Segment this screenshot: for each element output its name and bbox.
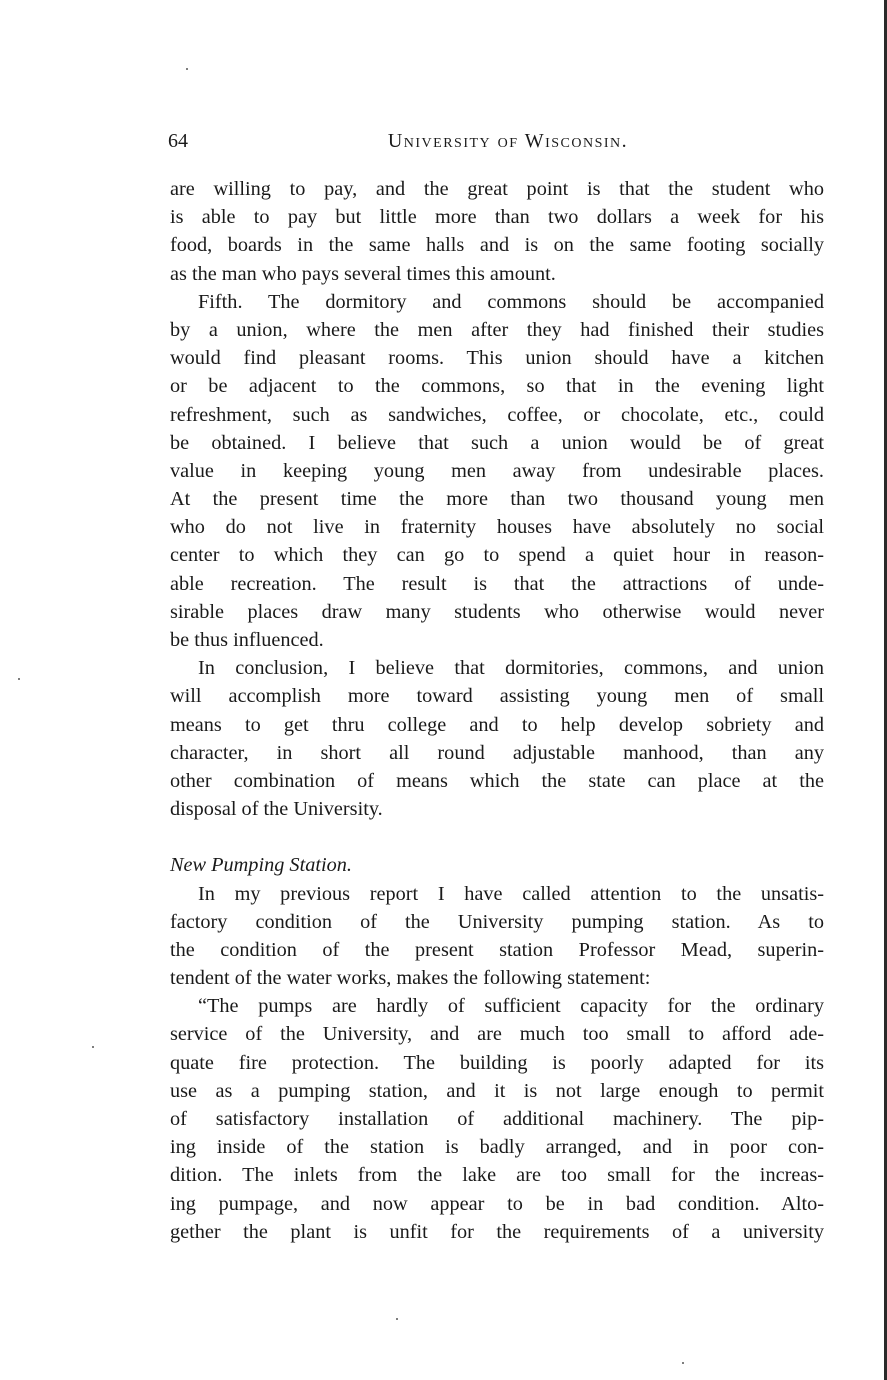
- paragraph: [170, 992, 824, 1246]
- text-line: ing inside of the station is badly arranged, and in poor con-: [170, 1136, 824, 1159]
- text-line: “The pumps are hardly of sufficient capacity for the ordinary: [198, 995, 824, 1018]
- text-line: sirable places draw many students who otherwise would never: [170, 600, 824, 623]
- text-line: center to which they can go to spend a quiet hour in reason-: [170, 544, 824, 567]
- text-line: quate fire protection. The building is poorly adapted for its: [170, 1051, 824, 1074]
- running-title: University of Wisconsin.: [387, 130, 629, 152]
- text-line: is able to pay but little more than two dollars a week for his: [170, 206, 824, 229]
- text-line: other combination of means which the state can place at the: [170, 769, 824, 792]
- text-line: able recreation. The result is that the attractions of unde-: [170, 572, 824, 595]
- text-line: use as a pumping station, and it is not large enough to permit: [170, 1079, 824, 1102]
- page-number: 64: [168, 130, 188, 152]
- text-line: refreshment, such as sandwiches, coffee, or chocolate, etc., could: [170, 403, 824, 426]
- scan-speck: [92, 1046, 94, 1048]
- text-line: At the present time the more than two thousand young men: [170, 488, 824, 511]
- text-line: factory condition of the University pumping station. As to: [170, 910, 824, 933]
- paragraph: [170, 880, 824, 993]
- text-line: gether the plant is unfit for the requirements of a university: [170, 1220, 824, 1243]
- text-line: food, boards in the same halls and is on the same footing socially: [170, 234, 824, 257]
- text-line: ing pumpage, and now appear to be in bad condition. Alto-: [170, 1192, 824, 1215]
- text-line: of satisfactory installation of additional machinery. The pip-: [170, 1108, 824, 1130]
- paragraph: [170, 654, 824, 823]
- scan-speck: [186, 68, 188, 70]
- text-line: In conclusion, I believe that dormitories, commons, and union: [198, 657, 824, 680]
- paragraph: [170, 288, 824, 654]
- text-line: be obtained. I believe that such a union would be of great: [170, 431, 824, 454]
- text-line: who do not live in fraternity houses have absolutely no social: [170, 516, 824, 539]
- text-line: means to get thru college and to help develop sobriety and: [170, 713, 824, 736]
- text-line: will accomplish more toward assisting young men of small: [170, 685, 824, 708]
- scan-speck: [396, 1318, 398, 1320]
- text-line: disposal of the University.: [170, 798, 383, 821]
- text-line: value in keeping young men away from undesirable places.: [170, 459, 824, 482]
- scan-speck: [682, 1362, 684, 1364]
- text-line: are willing to pay, and the great point is that the student who: [170, 178, 824, 200]
- text-line: the condition of the present station Professor Mead, superin-: [170, 938, 824, 961]
- text-line: Fifth. The dormitory and commons should be accompanied: [198, 290, 824, 313]
- text-line: character, in short all round adjustable manhood, than any: [170, 741, 824, 764]
- text-line: would find pleasant rooms. This union should have a kitchen: [170, 347, 824, 370]
- text-line: as the man who pays several times this amount.: [170, 262, 556, 285]
- paragraph: [170, 175, 824, 288]
- text-line: by a union, where the men after they had finished their studies: [170, 318, 824, 341]
- text-line: dition. The inlets from the lake are too small for the increas-: [170, 1164, 824, 1187]
- text-line: be thus influenced.: [170, 629, 324, 651]
- text-line: tendent of the water works, makes the following statement:: [170, 967, 651, 990]
- scan-speck: [18, 678, 20, 680]
- text-line: service of the University, and are much too small to afford ade-: [170, 1023, 824, 1046]
- text-line: or be adjacent to the commons, so that in the evening light: [170, 375, 824, 398]
- section-heading: New Pumping Station.: [170, 854, 352, 877]
- body-text: [170, 175, 824, 1246]
- text-line: In my previous report I have called attention to the unsatis-: [198, 882, 824, 905]
- running-head: [168, 128, 824, 158]
